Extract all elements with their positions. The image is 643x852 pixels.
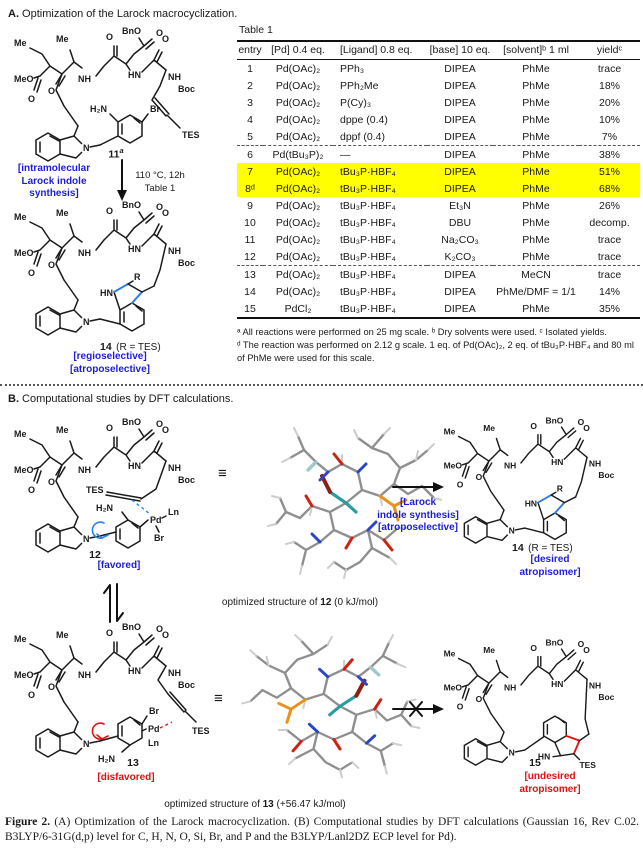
table-row: 1 Pd(OAc)₂ PPh₃ DIPEA PhMe trace [247, 62, 622, 75]
selectivity-labels: [regioselective] [atroposelective] [69, 351, 151, 375]
table-row: 10 Pd(OAc)₂ tBu₃P·HBF₄ DBU PhMe decomp. [244, 216, 630, 229]
table-footnotes [237, 326, 643, 364]
table-row: 12 Pd(OAc)₂ tBu₃P·HBF₄ K₂CO₃ PhMe trace [244, 250, 622, 263]
col-pd: [Pd] 0.4 eq. [263, 41, 333, 60]
r-equals-tes: (R = TES) [528, 543, 573, 554]
tes-label: TES [182, 130, 200, 140]
equiv-sign-bottom: ≡ [214, 690, 223, 707]
panel-a-letter: A. [8, 8, 19, 20]
compound-11-footmark: a [119, 146, 124, 155]
section-divider [0, 384, 643, 386]
compound-14a-number: 14 (R = TES) [100, 341, 161, 353]
ln-label: Ln [168, 507, 179, 517]
table-row: 9 Pd(OAc)₂ tBu₃P·HBF₄ Et₃N PhMe 26% [247, 199, 620, 212]
dft-caption-13: optimized structure of 13 (+56.47 kJ/mol) [164, 799, 346, 810]
footnote-d: ᵈ The reaction was performed on 2.12 g scale. 1 eq. of Pd(OAc)₂, 2 eq. of tBu₃P·HBF₄ and 80 ml of PhMe were used for this scale. [237, 339, 634, 363]
table-row: 14 Pd(OAc)₂ tBu₃P·HBF₄ DIPEA PhMe/DMF = 1/1 14% [244, 285, 620, 298]
structure-11 [2, 22, 224, 164]
table-row: 2 Pd(OAc)₂ PPh₂Me DIPEA PhMe 18% [247, 79, 620, 92]
figure-caption [5, 815, 639, 845]
col-yield: yieldᶜ [579, 41, 640, 60]
br-label: Br [150, 104, 161, 114]
disfavored-label: [disfavored] [97, 772, 155, 783]
dft-caption-12: optimized structure of 12 (0 kJ/mol) [221, 597, 379, 608]
r-equals-tes: (R = TES) [116, 342, 161, 353]
compound-15-number: 15 [529, 757, 541, 769]
undesired-atropisomer-label: [undesired atropisomer] [519, 771, 581, 795]
compound-11-number: 11$^a$ [108, 146, 124, 161]
figure-caption-text: (A) Optimization of the Larock macrocyclization. (B) Computational studies by DFT calculations (Gaussian 16, Rev C.02. B3LYP/6-31G(d,p) level for C, H, N, O, Si, Br, and P and the B3LYP/Lanl2DZ ECP level for Pd). [5, 816, 639, 843]
reaction-conditions: 110 °C, 12h Table 1 [135, 170, 185, 194]
structure-14a [2, 196, 224, 346]
figure-caption-number: Figure 2. [5, 816, 51, 828]
compound-12-number: 12 [89, 549, 101, 561]
structure-12 [2, 413, 230, 563]
tes-label: TES [192, 726, 210, 736]
h2n-label: H₂N [90, 104, 107, 114]
panel-a-title: Optimization of the Larock macrocyclization. [19, 8, 238, 20]
table-title: Table 1 [239, 24, 273, 36]
structure-15 [432, 634, 642, 768]
table-header-row [237, 41, 640, 60]
table-1 [237, 40, 640, 319]
panel-b-letter: B. [8, 393, 19, 405]
favored-label: [favored] [97, 560, 141, 571]
col-solvent: [solvent]ᵇ 1 ml [493, 41, 579, 60]
footnote-abc: ᵃ All reactions were performed on 25 mg scale. ᵇ Dry solvents were used. ᶜ Isolated yields. [237, 327, 607, 337]
table-row: 15 PdCl₂ tBu₃P·HBF₄ DIPEA PhMe 35% [244, 302, 620, 315]
desired-atropisomer-label: [desired atropisomer] [519, 554, 581, 578]
pd-label: Pd [148, 724, 160, 734]
tes-label: TES [86, 485, 104, 495]
structure-14b [432, 412, 642, 546]
larock-blue-label: [intramolecular Larock indole synthesis] [17, 163, 91, 199]
table-row-highlighted: 8ᵈ Pd(OAc)₂ tBu₃P·HBF₄ DIPEA PhMe 68% [237, 180, 640, 197]
compound-13-number: 13 [127, 757, 139, 769]
panel-a-heading [8, 8, 237, 20]
h2n-label: H₂N [98, 754, 115, 764]
h2n-label: H₂N [96, 503, 113, 513]
col-entry: entry [237, 41, 263, 60]
structure-13 [2, 618, 230, 768]
larock-arrow-label: [Larock indole synthesis] [atroposelective] [377, 497, 459, 533]
pd-label: Pd [150, 515, 162, 525]
br-label: Br [149, 706, 160, 716]
table-row: 3 Pd(OAc)₂ P(Cy)₃ DIPEA PhMe 20% [247, 96, 620, 109]
br-label: Br [154, 533, 165, 543]
col-base: [base] 10 eq. [427, 41, 493, 60]
compound-14b-number: 14 (R = TES) [512, 542, 573, 554]
table-row: 5 Pd(OAc)₂ dppf (0.4) DIPEA PhMe 7% [247, 130, 618, 143]
table-row: 13 Pd(OAc)₂ tBu₃P·HBF₄ DIPEA MeCN trace [237, 266, 640, 284]
col-ligand: [Ligand] 0.8 eq. [333, 41, 427, 60]
ln-label: Ln [148, 738, 159, 748]
equiv-sign-top: ≡ [218, 465, 227, 482]
table-row: 6 Pd(tBu₃P)₂ — DIPEA PhMe 38% [237, 146, 640, 164]
table-row: 11 Pd(OAc)₂ tBu₃P·HBF₄ Na₂CO₃ PhMe trace [244, 233, 622, 246]
panel-b-heading [8, 393, 233, 405]
table-row: 4 Pd(OAc)₂ dppe (0.4) DIPEA PhMe 10% [247, 113, 620, 126]
panel-b-title: Computational studies by DFT calculations. [19, 393, 234, 405]
table-row-highlighted: 7 Pd(OAc)₂ tBu₃P·HBF₄ DIPEA PhMe 51% [237, 163, 640, 180]
